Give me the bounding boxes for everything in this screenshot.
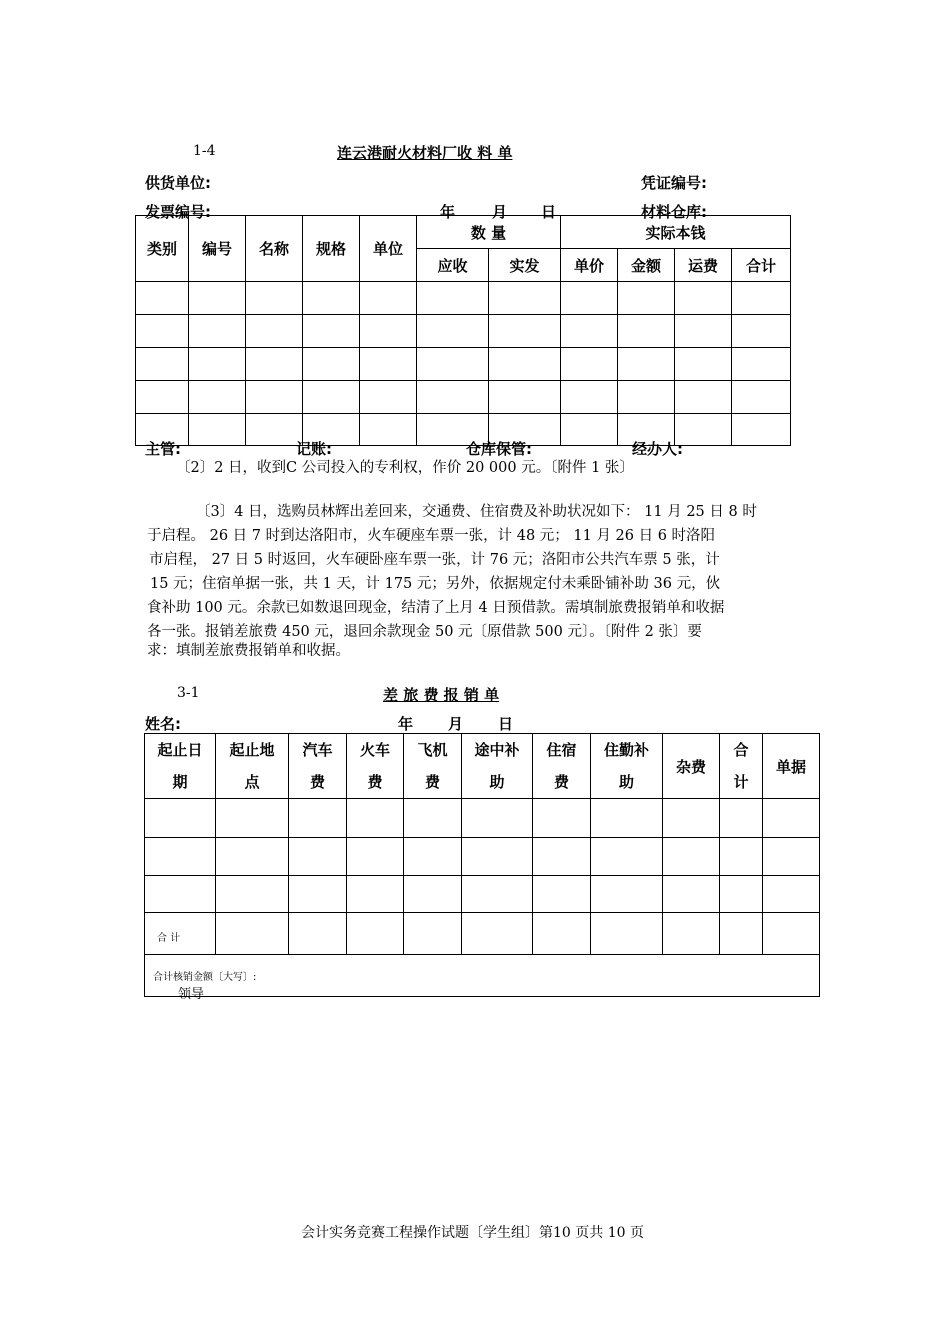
travel-expense-table (144, 733, 820, 997)
table-row (136, 282, 791, 315)
item3-line: 15 元；住宿单据一张，共 1 天，计 175 元；另外，依据规定付未乘卧铺补助 36 元，伙 (150, 576, 721, 592)
form1-number: 1-4 (193, 143, 216, 159)
item3-line: 市启程， 27 日 5 时返回，火车硬卧座车票一张，计 76 元；洛阳市公共汽车票 5 张，计 (149, 552, 720, 568)
header-dates: 起止日 期 (145, 734, 216, 799)
supplier-label: 供货单位: (145, 174, 211, 192)
total-row-label: 合 计 (145, 913, 216, 955)
form2-year-label: 年 (398, 715, 414, 733)
storekeeper-label: 仓库保管: (466, 440, 532, 458)
header-unit: 单位 (360, 216, 417, 282)
table-row (136, 381, 791, 414)
amount-in-words-label: 合计核销金额〔大写〕: (145, 955, 820, 997)
header-amount: 金额 (618, 249, 675, 282)
header-spec: 规格 (303, 216, 360, 282)
table-row (136, 348, 791, 381)
invoice-no-label: 发票编号: (145, 203, 211, 221)
header-actual-cost: 实际本钱 (561, 216, 791, 249)
receipt-table (135, 215, 791, 446)
header-quantity: 数 量 (417, 216, 561, 249)
item3-line: 于启程。 26 日 7 时到达洛阳市，火车硬座车票一张，计 48 元； 11 月 26 日 6 时洛阳 (147, 528, 716, 544)
header-bus-fare: 汽车 费 (289, 734, 347, 799)
voucher-no-label: 凭证编号: (641, 174, 707, 192)
header-code: 编号 (189, 216, 246, 282)
bookkeeper-label: 记账: (296, 440, 332, 458)
header-receivable: 应收 (417, 249, 489, 282)
table-row (145, 876, 820, 913)
item3-line: 食补助 100 元。余款已如数退回现金，结清了上月 4 日预借款。需填制旅费报销单和收据 (147, 600, 725, 616)
item3-line: 〔3〕4 日，选购员林辉出差回来，交通费、住宿费及补助状况如下： 11 月 25 日 8 时 (196, 504, 757, 520)
header-category: 类别 (136, 216, 189, 282)
item3-line: 求：填制差旅费报销单和收据。 (147, 643, 350, 659)
header-air-fare: 飞机 费 (404, 734, 462, 799)
name-label: 姓名: (145, 715, 181, 733)
header-train-fare: 火车 费 (347, 734, 404, 799)
form1-year-label: 年 (440, 203, 456, 221)
form1-day-label: 日 (541, 203, 557, 221)
table-row (136, 315, 791, 348)
table-row (145, 799, 820, 838)
item2-text: 〔2〕2 日，收到C 公司投入的专利权，作价 20 000 元。〔附件 1 张〕 (176, 460, 634, 476)
total-row (145, 913, 820, 955)
header-unit-price: 单价 (561, 249, 618, 282)
header-receipts: 单据 (763, 734, 820, 799)
header-travel-allowance: 途中补 助 (462, 734, 533, 799)
header-freight: 运费 (675, 249, 732, 282)
supervisor-label: 主管: (145, 440, 181, 458)
leader-label: 领导 (178, 987, 205, 1002)
header-lodging: 住宿 费 (533, 734, 591, 799)
form2-month-label: 月 (448, 715, 464, 733)
header-places: 起止地 点 (216, 734, 289, 799)
header-stay-allowance: 住勤补 助 (591, 734, 663, 799)
form1-title: 连云港耐火材料厂收 料 单 (337, 144, 513, 162)
table-row (136, 414, 791, 446)
warehouse-label: 材料仓库: (641, 203, 707, 221)
page-footer: 会计实务竞赛工程操作试题〔学生组〕第10 页共 10 页 (301, 1225, 644, 1241)
header-name: 名称 (246, 216, 303, 282)
table-row (145, 838, 820, 876)
header-misc: 杂费 (663, 734, 720, 799)
header-total: 合计 (732, 249, 791, 282)
form1-month-label: 月 (492, 203, 508, 221)
amount-in-words-row (145, 955, 820, 997)
item3-line: 各一张。报销差旅费 450 元，退回余款现金 50 元〔原借款 500 元〕。〔附件 2 张〕要 (147, 624, 702, 640)
form2-day-label: 日 (498, 715, 514, 733)
header-actual-received: 实发 (489, 249, 561, 282)
header-total: 合 计 (720, 734, 763, 799)
form2-title: 差 旅 费 报 销 单 (383, 686, 500, 704)
form2-number: 3-1 (177, 685, 200, 701)
handler-label: 经办人: (632, 440, 683, 458)
